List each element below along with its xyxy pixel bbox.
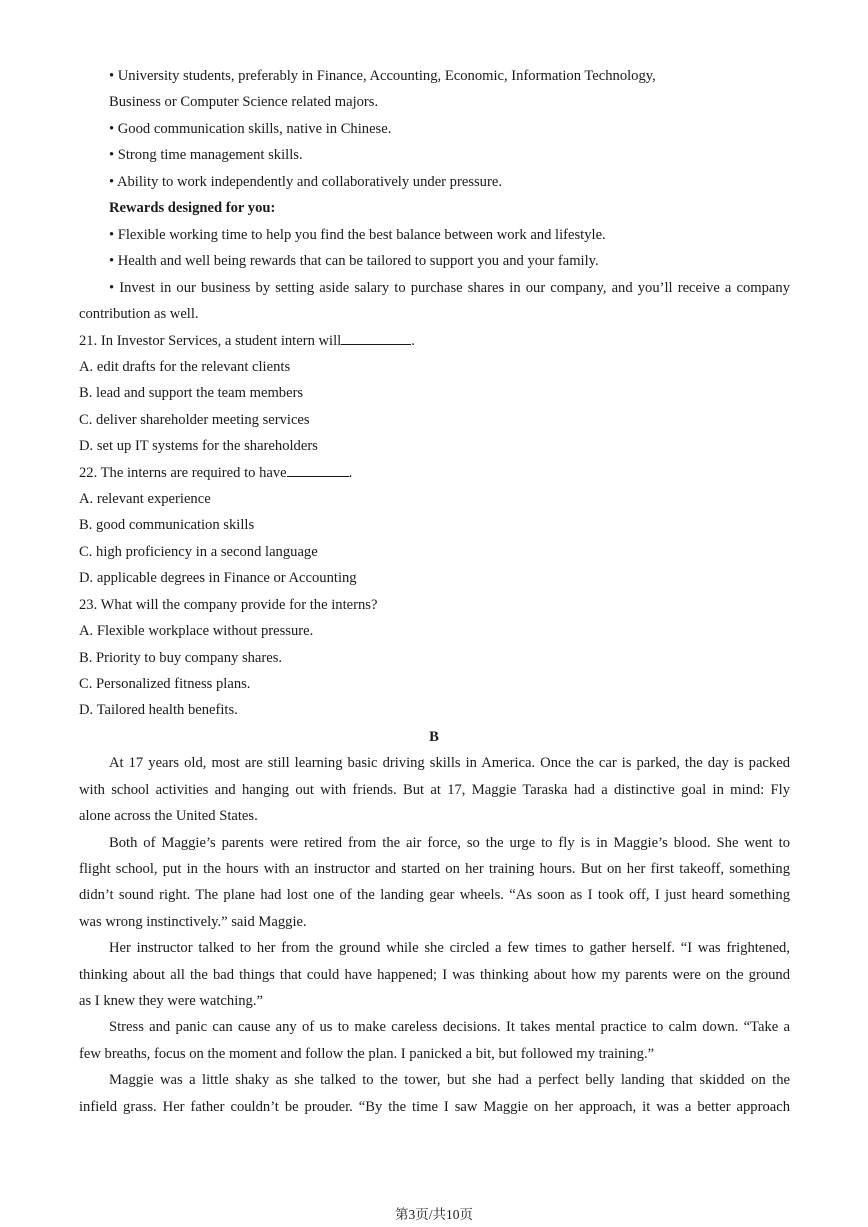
passage-line: Her instructor talked to her from the ground while she circled a few times to gather herself. “I was frightened,: [109, 940, 790, 956]
question-21-stem: [79, 330, 790, 351]
question-21-option-c: C. deliver shareholder meeting services: [79, 412, 310, 428]
requirement-item: • Ability to work independently and collaboratively under pressure.: [109, 174, 502, 190]
question-stem-text: 21. In Investor Services, a student intern will: [79, 333, 342, 349]
passage-line: was wrong instinctively.” said Maggie.: [79, 914, 307, 930]
passage-line: alone across the United States.: [79, 808, 258, 824]
reward-item: contribution as well.: [79, 306, 199, 322]
rewards-heading: Rewards designed for you:: [109, 200, 276, 216]
passage-line: flight school, put in the hours with an instructor and started on her training hours. But on her first takeoff, something: [79, 861, 790, 877]
question-23-option-c: C. Personalized fitness plans.: [79, 676, 251, 692]
question-stem-tail: .: [411, 333, 415, 349]
passage-line: Stress and panic can cause any of us to make careless decisions. It takes mental practice to calm down. “Take a: [109, 1019, 790, 1035]
requirement-item: • University students, preferably in Finance, Accounting, Economic, Information Technology,: [109, 68, 656, 84]
question-22-option-c: C. high proficiency in a second language: [79, 544, 318, 560]
reward-item: • Health and well being rewards that can be tailored to support you and your family.: [109, 253, 599, 269]
passage-line: thinking about all the bad things that could have happened; I was thinking about how my parents were on the ground: [79, 967, 790, 983]
question-stem-tail: .: [348, 465, 353, 481]
requirement-item: • Good communication skills, native in Chinese.: [109, 121, 392, 137]
passage-line: At 17 years old, most are still learning basic driving skills in America. Once the car is parked, the day is packed: [109, 755, 790, 771]
passage-line: as I knew they were watching.”: [79, 993, 263, 1009]
question-23-option-a: A. Flexible workplace without pressure.: [79, 623, 314, 639]
question-21-option-d: D. set up IT systems for the shareholders: [79, 438, 318, 454]
requirement-item: Business or Computer Science related majors.: [109, 94, 379, 110]
question-stem-text: 22. The interns are required to have: [79, 465, 287, 481]
answer-blank: [287, 462, 349, 477]
passage-line: Maggie was a little shaky as she talked to the tower, but she had a perfect belly landing that skidded on the: [109, 1072, 790, 1088]
page-number: 第3页/共10页: [394, 1207, 473, 1222]
question-22-option-d: D. applicable degrees in Finance or Accounting: [79, 570, 357, 586]
question-21-option-a: A. edit drafts for the relevant clients: [79, 359, 291, 375]
question-21-option-b: B. lead and support the team members: [79, 385, 304, 401]
section-b-title: B: [429, 729, 439, 745]
question-22-option-b: B. good communication skills: [79, 517, 255, 533]
question-23-stem: 23. What will the company provide for the interns?: [79, 597, 378, 613]
reward-item: • Invest in our business by setting aside salary to purchase shares in our company, and you’ll receive a company: [109, 280, 790, 296]
question-22-option-a: A. relevant experience: [79, 491, 211, 507]
requirement-item: • Strong time management skills.: [109, 147, 303, 163]
question-23-option-b: B. Priority to buy company shares.: [79, 650, 283, 666]
passage-line: few breaths, focus on the moment and follow the plan. I panicked a bit, but followed my training.”: [79, 1046, 655, 1062]
answer-blank: [341, 330, 411, 345]
passage-line: with school activities and hanging out with friends. But at 17, Maggie Taraska had a distinctive goal in mind: Fly: [79, 782, 790, 798]
question-22-stem: [79, 462, 790, 483]
passage-line: infield grass. Her father couldn’t be prouder. “By the time I saw Maggie on her approach, it was a better approach: [79, 1099, 790, 1115]
question-23-option-d: D. Tailored health benefits.: [79, 702, 238, 718]
passage-line: Both of Maggie’s parents were retired from the air force, so the urge to fly is in Maggie’s blood. She went to: [109, 835, 790, 851]
passage-line: didn’t sound right. The plane had lost one of the landing gear wheels. “As soon as I took off, I just heard something: [79, 887, 790, 903]
reward-item: • Flexible working time to help you find the best balance between work and lifestyle.: [109, 227, 606, 243]
